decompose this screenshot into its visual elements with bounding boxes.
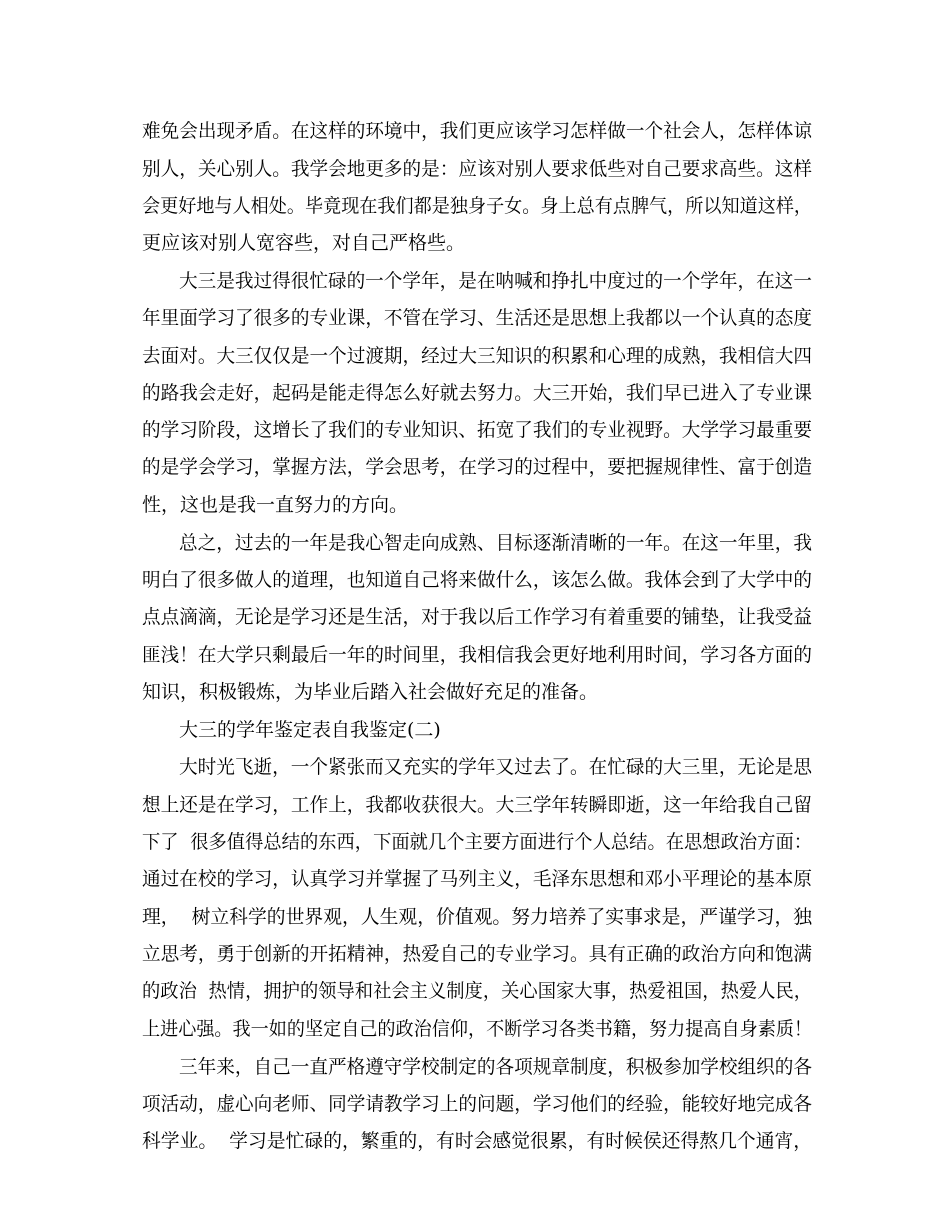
heading-line: 大三的学年鉴定表自我鉴定(二) [179,719,441,741]
text-line: 会更好地与人相处。毕竟现在我们都是独身子女。身上总有点脾气，所以知道这样， [142,195,813,217]
text-line: 点点滴滴，无论是学习还是生活，对于我以后工作学习有着重要的铺垫，让我受益 [142,606,812,628]
text-line: 的是学会学习，掌握方法，学会思考，在学习的过程中，要把握规律性、富于创造 [142,456,812,478]
text-line: 大时光飞逝，一个紧张而又充实的学年又过去了。在忙碌的大三里，无论是思 [179,756,813,778]
text-line: 知识，积极锻炼，为毕业后踏入社会做好充足的准备。 [142,681,599,703]
text-line: 性，这也是我一直努力的方向。 [142,494,409,516]
text-line: 的路我会走好，起码是能走得怎么好就去努力。大三开始，我们早已进入了专业课 [142,382,812,404]
text-line: 上进心强。我一如的坚定自己的政治信仰，不断学习各类书籍，努力提高自身素质！ [142,1018,813,1040]
text-line: 下了 很多值得总结的东西，下面就几个主要方面进行个人总结。在思想政治方面： [142,831,813,853]
text-line: 三年来，自己一直严格遵守学校制定的各项规章制度，积极参加学校组织的各 [179,1056,813,1078]
text-line: 大三是我过得很忙碌的一个学年，是在呐喊和挣扎中度过的一个学年，在这一 [179,270,813,292]
text-line: 理， 树立科学的世界观，人生观，价值观。努力培养了实事求是，严谨学习，独 [142,906,813,928]
text-line: 通过在校的学习，认真学习并掌握了马列主义，毛泽东思想和邓小平理论的基本原 [142,868,812,890]
text-line: 明白了很多做人的道理，也知道自己将来做什么，该怎么做。我体会到了大学中的 [142,569,812,591]
text-line: 科学业。 学习是忙碌的，繁重的，有时会感觉很累，有时候侯还得熬几个通宵， [142,1130,813,1152]
text-line: 更应该对别人宽容些，对自己严格些。 [142,232,466,254]
text-line: 的政治 热情，拥护的领导和社会主义制度，关心国家大事，热爱祖国，热爱人民， [142,980,813,1002]
text-line: 年里面学习了很多的专业课，不管在学习、生活还是思想上我都以一个认真的态度 [142,307,812,329]
text-line: 别人，关心别人。我学会地更多的是：应该对别人要求低些对自己要求高些。这样 [142,158,812,180]
text-line: 的学习阶段，这增长了我们的专业知识、拓宽了我们的专业视野。大学学习最重要 [142,419,812,441]
text-line: 立思考，勇于创新的开拓精神，热爱自己的专业学习。具有正确的政治方向和饱满 [142,943,812,965]
text-line: 想上还是在学习，工作上，我都收获很大。大三学年转瞬即逝，这一年给我自己留 [142,794,812,816]
text-line: 项活动，虚心向老师、同学请教学习上的问题，学习他们的经验，能较好地完成各 [142,1093,812,1115]
text-line: 匪浅！在大学只剩最后一年的时间里，我相信我会更好地利用时间，学习各方面的 [142,644,812,666]
text-line: 去面对。大三仅仅是一个过渡期，经过大三知识的积累和心理的成熟，我相信大四 [142,345,812,367]
text-line: 总之，过去的一年是我心智走向成熟、目标逐渐清晰的一年。在这一年里，我 [179,532,813,554]
text-line: 难免会出现矛盾。在这样的环境中，我们更应该学习怎样做一个社会人，怎样体谅 [142,120,812,142]
